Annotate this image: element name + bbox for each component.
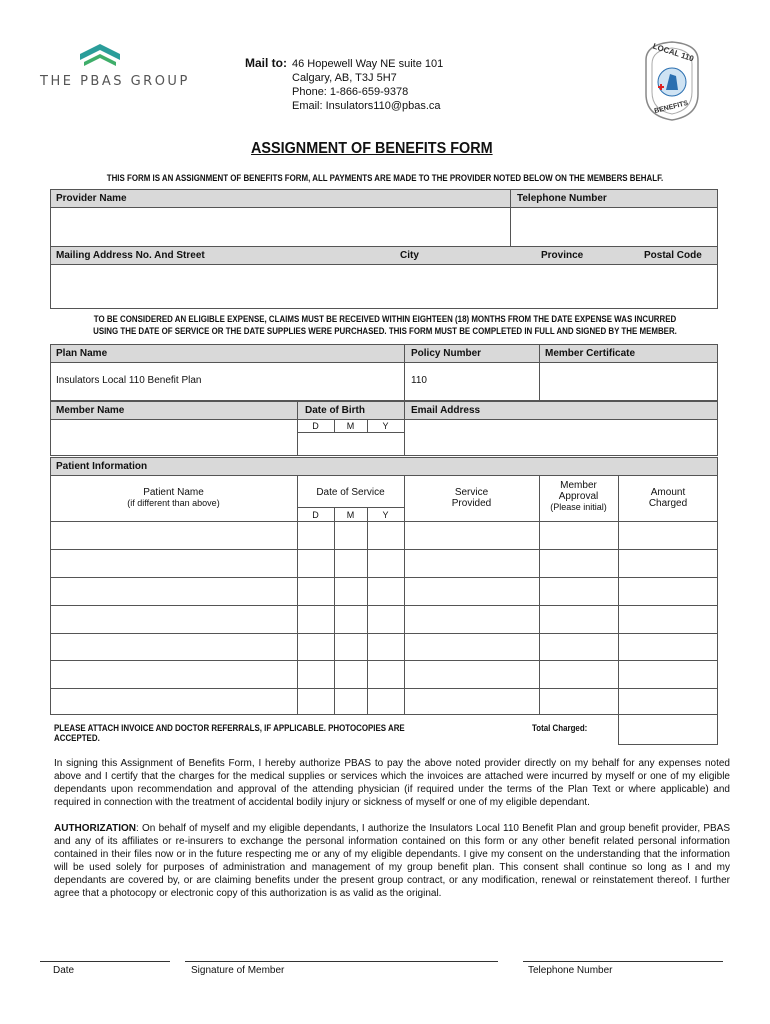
dob-month-label: M	[346, 421, 355, 431]
plan-name-value: Insulators Local 110 Benefit Plan	[56, 375, 202, 386]
amount-header-line: Amount	[650, 487, 686, 498]
member-certificate-label: Member Certificate	[545, 348, 636, 359]
form-title: ASSIGNMENT OF BENEFITS FORM	[251, 140, 493, 157]
assignment-paragraph: In signing this Assignment of Benefits Form, I hereby authorize PBAS to pay the above noted provider directly on my behalf for any expenses noted above and I certify that the charges for the medical supplies or services which the invoices are attached were incurred by myself or one of my eligible dependants upon recommendation and approval of the attending physician (if required under the terms of the Plan Text or where applicable) and required in connection with the treatment of accidental bodily injury or sickness of myself or one of my eligible dependant.	[54, 758, 730, 808]
dob-day-label: D	[312, 421, 319, 431]
approval-header-line: Member	[560, 480, 597, 491]
policy-number-value: 110	[411, 375, 427, 386]
city-label: City	[400, 250, 419, 261]
address-line: Email: Insulators110@pbas.ca	[292, 100, 441, 112]
patient-entry-rows[interactable]	[51, 522, 718, 714]
date-of-service-header: Date of Service	[316, 487, 385, 498]
province-label: Province	[541, 250, 584, 261]
dos-day-label: D	[312, 510, 319, 520]
approval-header-line: Approval	[558, 491, 599, 502]
company-name: THE PBAS GROUP	[40, 74, 190, 89]
mailing-address	[292, 57, 443, 113]
authorization-paragraph	[54, 822, 730, 900]
signature-label: Signature of Member	[191, 965, 285, 976]
approval-header-line: (Please initial)	[550, 502, 607, 512]
provider-phone-label: Telephone Number	[517, 193, 607, 204]
member-approval-header	[539, 480, 618, 512]
dos-year-label: Y	[382, 510, 389, 520]
amount-header-line: Charged	[648, 498, 688, 509]
patient-information-label: Patient Information	[56, 461, 148, 472]
patient-name-header: Patient Name	[143, 487, 204, 498]
company-logo	[40, 44, 190, 94]
signature-line[interactable]	[185, 961, 498, 962]
member-header-bar	[50, 401, 718, 420]
address-field[interactable]	[50, 264, 718, 309]
provider-name-field[interactable]	[51, 208, 510, 246]
dob-year-label: Y	[382, 421, 389, 431]
date-label: Date	[53, 965, 75, 976]
provider-phone-field[interactable]	[511, 208, 717, 246]
patient-section-bar	[50, 457, 718, 476]
badge-bottom-text: BENEFITS	[653, 99, 689, 116]
service-provided-header	[404, 487, 539, 509]
pbas-logo-icon	[78, 44, 122, 68]
email-field[interactable]	[405, 420, 717, 455]
total-charged-label: Total Charged:	[532, 723, 588, 733]
service-header-line: Service	[454, 487, 489, 498]
member-certificate-field[interactable]	[540, 363, 717, 400]
authorization-label: AUTHORIZATION	[54, 823, 137, 834]
address-line: 46 Hopewell Way NE suite 101	[292, 58, 444, 70]
amount-charged-header	[618, 487, 718, 509]
provider-name-label: Provider Name	[56, 193, 127, 204]
dos-month-label: M	[346, 510, 355, 520]
address-line: Calgary, AB, T3J 5H7	[292, 72, 397, 84]
plan-name-label: Plan Name	[56, 348, 108, 359]
telephone-line[interactable]	[523, 961, 723, 962]
attach-invoice-note: PLEASE ATTACH INVOICE AND DOCTOR REFERRALS, IF APPLICABLE. PHOTOCOPIES ARE ACCEPTED.	[54, 723, 405, 743]
eligibility-note: TO BE CONSIDERED AN ELIGIBLE EXPENSE, CLAIMS MUST BE RECEIVED WITHIN EIGHTEEN (18) MONTHS FROM THE DATE EXPENSE WAS INCURRED USING THE DATE OF SERVICE OR THE DATE SUPPLIES WERE PURCHASED. THIS FORM MUST BE COMPLETED IN FULL AND SIGNED BY THE MEMBER.	[93, 314, 677, 336]
dob-field[interactable]	[298, 433, 404, 455]
patient-name-subheader: (if different than above)	[127, 498, 220, 508]
member-name-label: Member Name	[56, 405, 125, 416]
address-line: Phone: 1-866-659-9378	[292, 86, 409, 98]
email-label: Email Address	[411, 405, 481, 416]
mail-to-label: Mail to:	[245, 56, 287, 70]
telephone-label: Telephone Number	[528, 965, 613, 976]
authorization-text: : On behalf of myself and my eligible dependants, I authorize the Insulators Local 110 Benefit Plan and group benefit provider, PBAS and any of its affiliates or re-insurers to exchange the personal information contained on this form or any other benefit related personal information contained in their files now or in the future respecting me or any of my eligible dependants. I give my consent on the understanding that the information will be used solely for purposes of administration and management of my group benefit plan. This consent shall continue so long as I and my dependants are covered by, or are claiming benefits under the present group contract, or any modification, renewal or reinstatement thereof. I further agree that a photocopy or electronic copy of this authorization is as valid as the original.	[54, 823, 730, 899]
provider-header-bar	[50, 189, 718, 208]
intro-note: THIS FORM IS AN ASSIGNMENT OF BENEFITS FORM, ALL PAYMENTS ARE MADE TO THE PROVIDER NOTED BELOW ON THE MEMBERS BEHALF.	[106, 173, 664, 183]
badge-top-text: LOCAL 110	[651, 41, 695, 64]
address-label: Mailing Address No. And Street	[56, 250, 205, 261]
postal-code-label: Postal Code	[644, 250, 702, 261]
member-name-field[interactable]	[51, 420, 297, 455]
policy-number-label: Policy Number	[411, 348, 482, 359]
patient-name-col	[50, 487, 297, 508]
local-110-badge	[640, 40, 704, 122]
date-line[interactable]	[40, 961, 170, 962]
dob-label: Date of Birth	[305, 405, 365, 416]
service-header-line: Provided	[451, 498, 492, 509]
total-charged-field[interactable]	[618, 714, 718, 745]
